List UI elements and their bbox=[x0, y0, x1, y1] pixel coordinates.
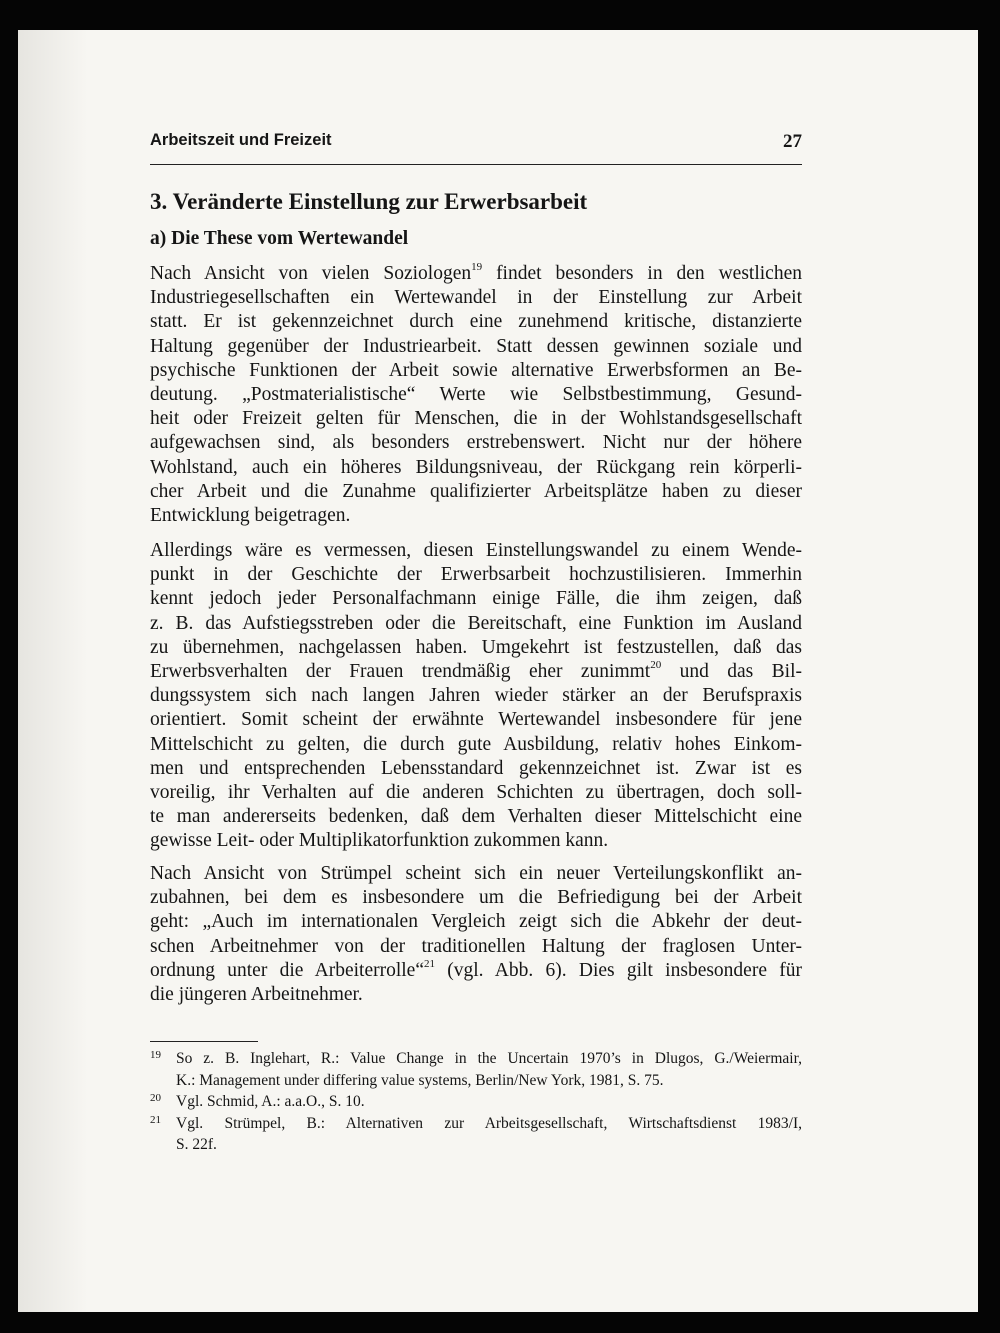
text-line: men und entsprechenden Lebensstandard gekennzeichnet ist. Zwar ist es bbox=[150, 757, 802, 779]
footnote-line bbox=[150, 1091, 802, 1112]
text-line: zu übernehmen, nachgelassen haben. Umgekehrt ist festzustellen, daß das bbox=[150, 636, 802, 658]
footnote-number: 20 bbox=[150, 1092, 161, 1104]
text-line: Mittelschicht zu gelten, die durch gute Ausbildung, relativ hohes Einkom- bbox=[150, 733, 802, 755]
text-line: Nach Ansicht von vielen Soziologen$^{19}$ findet besonders in den westlichen bbox=[150, 261, 802, 284]
footnote-reference: 21 bbox=[424, 957, 435, 970]
footnote-text: S. 22f. bbox=[176, 1136, 217, 1153]
footnote-line bbox=[150, 1113, 802, 1134]
subsection-heading: a) Die These vom Wertewandel bbox=[150, 228, 409, 249]
text-line: Entwicklung beigetragen. bbox=[150, 505, 351, 526]
footnote-text: So z. B. Inglehart, R.: Value Change in the Uncertain 1970’s in Dlugos, G./Weiermair, bbox=[176, 1050, 802, 1067]
text-line: Haltung gegenüber der Industriearbeit. Statt dessen gewinnen soziale und bbox=[150, 335, 802, 357]
text-line: gewisse Leit- oder Multiplikatorfunktion zukommen kann. bbox=[150, 830, 609, 852]
footnote-line bbox=[150, 1070, 802, 1091]
text-line: deutung. „Postmaterialistische“ Werte wie Selbstbestimmung, Gesund- bbox=[150, 384, 802, 405]
running-title: Arbeitszeit und Freizeit bbox=[150, 131, 332, 149]
footnote-line bbox=[150, 1048, 802, 1069]
text-line: dungssystem sich nach langen Jahren wieder stärker an der Berufspraxis bbox=[150, 685, 802, 707]
text-line: Wohlstand, auch ein höheres Bildungsniveau, der Rückgang rein körperli- bbox=[150, 456, 802, 478]
footnote-reference: 20 bbox=[650, 659, 662, 671]
text-line: z. B. das Aufstiegsstreben oder die Bereitschaft, eine Funktion im Ausland bbox=[150, 612, 802, 634]
text-line: voreilig, ihr Verhalten auf die anderen Schichten zu übertragen, doch soll- bbox=[150, 782, 802, 803]
text-line: aufgewachsen sind, als besonders erstrebenswert. Nicht nur der höhere bbox=[150, 432, 802, 454]
text-line: die jüngeren Arbeitnehmer. bbox=[150, 984, 363, 1005]
text-line: Allerdings wäre es vermessen, diesen Einstellungswandel zu einem Wende- bbox=[150, 540, 802, 561]
text-line: heit oder Freizeit gelten für Menschen, die in der Wohlstandsgesellschaft bbox=[150, 408, 802, 430]
text-line: Industriegesellschaften ein Wertewandel in der Einstellung zur Arbeit bbox=[150, 287, 802, 309]
text-line: psychische Funktionen der Arbeit sowie alternative Erwerbsformen an Be- bbox=[150, 359, 802, 381]
text-line: zubahnen, bei dem es insbesondere um die Befriedigung bei der Arbeit bbox=[150, 887, 802, 909]
section-heading: 3. Veränderte Einstellung zur Erwerbsarbeit bbox=[150, 189, 588, 214]
footnote-number: 21 bbox=[150, 1113, 161, 1126]
text-line: punkt in der Geschichte der Erwerbsarbeit hochzustilisieren. Immerhin bbox=[150, 564, 802, 586]
text-line: orientiert. Somit scheint der erwähnte Wertewandel insbesondere für jene bbox=[150, 709, 802, 731]
footnote-reference: 19 bbox=[471, 261, 483, 273]
text-line: schen Arbeitnehmer von der traditionellen Haltung der fraglosen Unter- bbox=[150, 935, 802, 957]
text-line: te man andererseits bedenken, daß dem Verhalten dieser Mittelschicht eine bbox=[150, 806, 802, 828]
text-line: statt. Er ist gekennzeichnet durch eine zunehmend kritische, distanzierte bbox=[150, 311, 802, 333]
footnote-text: K.: Management under differing value systems, Berlin/New York, 1981, S. 75. bbox=[176, 1071, 664, 1089]
text-line: ordnung unter die Arbeiterrolle“$^{21}$ (vgl. Abb. 6). Dies gilt insbesondere für bbox=[150, 957, 802, 981]
text-line: Nach Ansicht von Strümpel scheint sich ein neuer Verteilungskonflikt an- bbox=[150, 863, 802, 884]
text-line: geht: „Auch im internationalen Vergleich zeigt sich die Abkehr der deut- bbox=[150, 911, 802, 933]
footnote-text: Vgl. Schmid, A.: a.a.O., S. 10. bbox=[176, 1093, 365, 1110]
text-line: Erwerbsverhalten der Frauen trendmäßig eher zunimmt$^{20}$ und das Bil- bbox=[150, 659, 802, 682]
footnote-number: 19 bbox=[150, 1049, 161, 1061]
text-line: cher Arbeit und die Zunahme qualifizierter Arbeitsplätze haben zu dieser bbox=[150, 480, 802, 502]
text-line: kennt jedoch jeder Personalfachmann einige Fälle, die ihm zeigen, daß bbox=[150, 588, 802, 610]
footnote-text: Vgl. Strümpel, B.: Alternativen zur Arbeitsgesellschaft, Wirtschaftsdienst 1983/I, bbox=[176, 1114, 802, 1132]
footnote-line bbox=[150, 1134, 802, 1155]
page-number: 27 bbox=[783, 131, 802, 152]
